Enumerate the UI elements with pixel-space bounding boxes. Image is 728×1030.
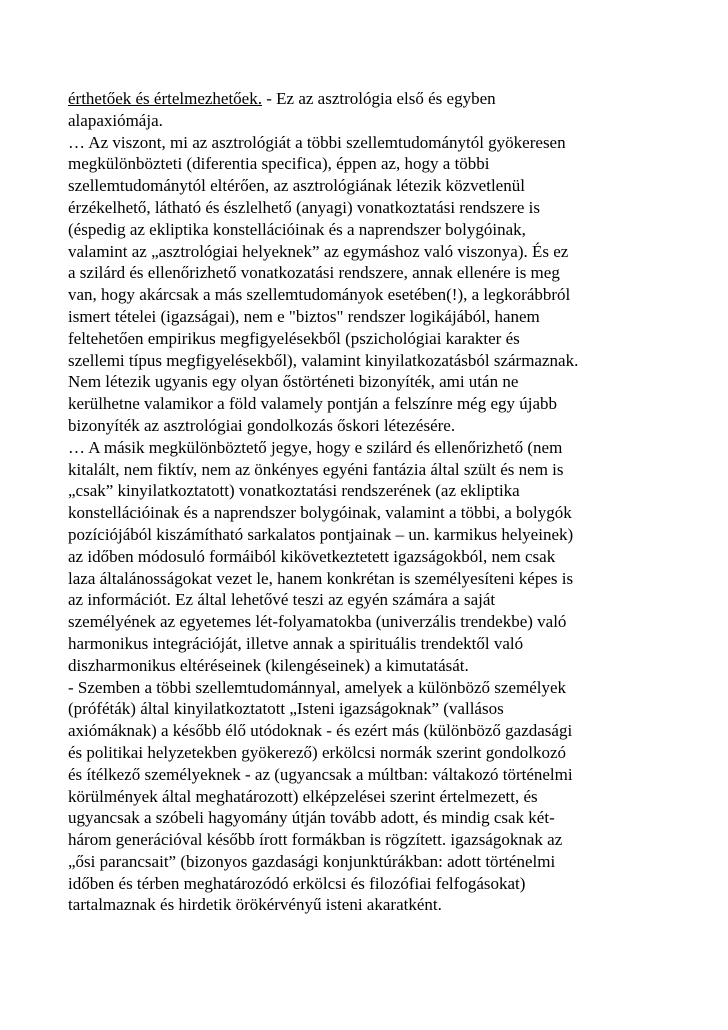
text-line: szellemtudománytól eltérően, az asztrológiának létezik közvetlenül	[68, 176, 525, 196]
text-line: érzékelhető, látható és észlelhető (anyagi) vonatkoztatási rendszere is	[68, 197, 541, 217]
text-line: ugyancsak a szóbeli hagyomány útján tovább adott, és mindig csak két-	[68, 808, 555, 828]
text-line: pozíciójából kiszámítható sarkalatos pontjainak – un. karmikus helyeinek)	[68, 524, 574, 544]
text-line: tartalmaznak és hirdetik örökérvényű isteni akaratként.	[68, 895, 442, 915]
text-line: megkülönbözteti (diferentia specifica), éppen az, hogy a többi	[68, 154, 490, 174]
text-line: (éspedig az ekliptika konstellációinak és a naprendszer bolygóinak,	[68, 219, 526, 239]
paragraph-lines	[68, 110, 698, 916]
text-line: az információt. Ez által lehetővé teszi az egyén számára a saját	[68, 590, 496, 610]
text-line	[68, 88, 698, 110]
text-line: alapaxiómája.	[68, 110, 163, 130]
text-fragment: - Ez az asztrológia első és egyben	[261, 89, 496, 108]
text-line: … Az viszont, mi az asztrológiát a többi szellemtudománytól gyökeresen	[68, 132, 566, 152]
text-line: kitalált, nem fiktív, nem az önkényes egyéni fantázia által szült és nem is	[68, 459, 564, 479]
text-line: axiómáknak) a később élő utódoknak - és ezért más (különböző gazdasági	[68, 721, 573, 741]
text-line: van, hogy akárcsak a más szellemtudományok esetében(!), a legkorábbról	[68, 285, 571, 305]
text-line: időben és térben meghatározódó erkölcsi és filozófiai felfogásokat)	[68, 873, 526, 893]
text-line: harmonikus integrációját, illetve annak a spirituális trendektől való	[68, 633, 524, 653]
text-line: konstellációinak és a naprendszer bolygóinak, valamint a többi, a bolygók	[68, 503, 572, 523]
underlined-phrase: érthetőek és értelmezhetőek.	[68, 89, 262, 108]
text-line: és ítélkező személyeknek - az (ugyancsak a múltban: váltakozó történelmi	[68, 764, 573, 784]
text-line: és politikai helyzetekben gyökerező) erkölcsi normák szerint gondolkozó	[68, 742, 567, 762]
text-line: bizonyíték az asztrológiai gondolkozás őskori létezésére.	[68, 415, 456, 435]
text-line: … A másik megkülönböztető jegye, hogy e szilárd és ellenőrizhető (nem	[68, 437, 563, 457]
text-line: szellemi típus megfigyelésekből), valamint kinyilatkozatásból származnak.	[68, 350, 579, 370]
text-line: három generációval később írott formákban is rögzített. igazságoknak az	[68, 830, 563, 850]
text-line: személyének az egyetemes lét-folyamatokba (univerzális trendekbe) való	[68, 612, 567, 632]
text-line: körülmények által meghatározott) elképzelései szerint értelmezett, és	[68, 786, 538, 806]
text-line: „csak” kinyilatkoztatott) vonatkoztatási rendszerének (az ekliptika	[68, 481, 520, 501]
text-line: feltehetően empirikus megfigyelésekből (pszichológiai karakter és	[68, 328, 520, 348]
document-body	[68, 88, 698, 916]
text-line: - Szemben a többi szellemtudománnyal, amelyek a különböző személyek	[68, 677, 567, 697]
text-line: laza általánosságokat vezet le, hanem konkrétan is személyesíteni képes is	[68, 568, 574, 588]
text-line: „ősi parancsait” (bizonyos gazdasági konjunktúrákban: adott történelmi	[68, 851, 556, 871]
text-line: ismert tételei (igazságai), nem e "biztos" rendszer logikájából, hanem	[68, 306, 540, 326]
text-line: (próféták) által kinyilatkoztatott „Isteni igazságoknak” (vallásos	[68, 699, 504, 719]
text-line: diszharmonikus eltéréseinek (kilengéseinek) a kimutatását.	[68, 655, 469, 675]
text-line: kerülhetne valamikor a föld valamely pontján a felszínre még egy újabb	[68, 394, 558, 414]
text-line: a szilárd és ellenőrizhető vonatkozatási rendszere, annak ellenére is meg	[68, 263, 560, 283]
text-line: Nem létezik ugyanis egy olyan őstörténeti bizonyíték, ami után ne	[68, 372, 519, 392]
text-line: valamint az „asztrológiai helyeknek” az egymáshoz való viszonya). És ez	[68, 241, 569, 261]
text-line: az időben módosuló formáiból kikövetkeztetett igazságokból, nem csak	[68, 546, 556, 566]
